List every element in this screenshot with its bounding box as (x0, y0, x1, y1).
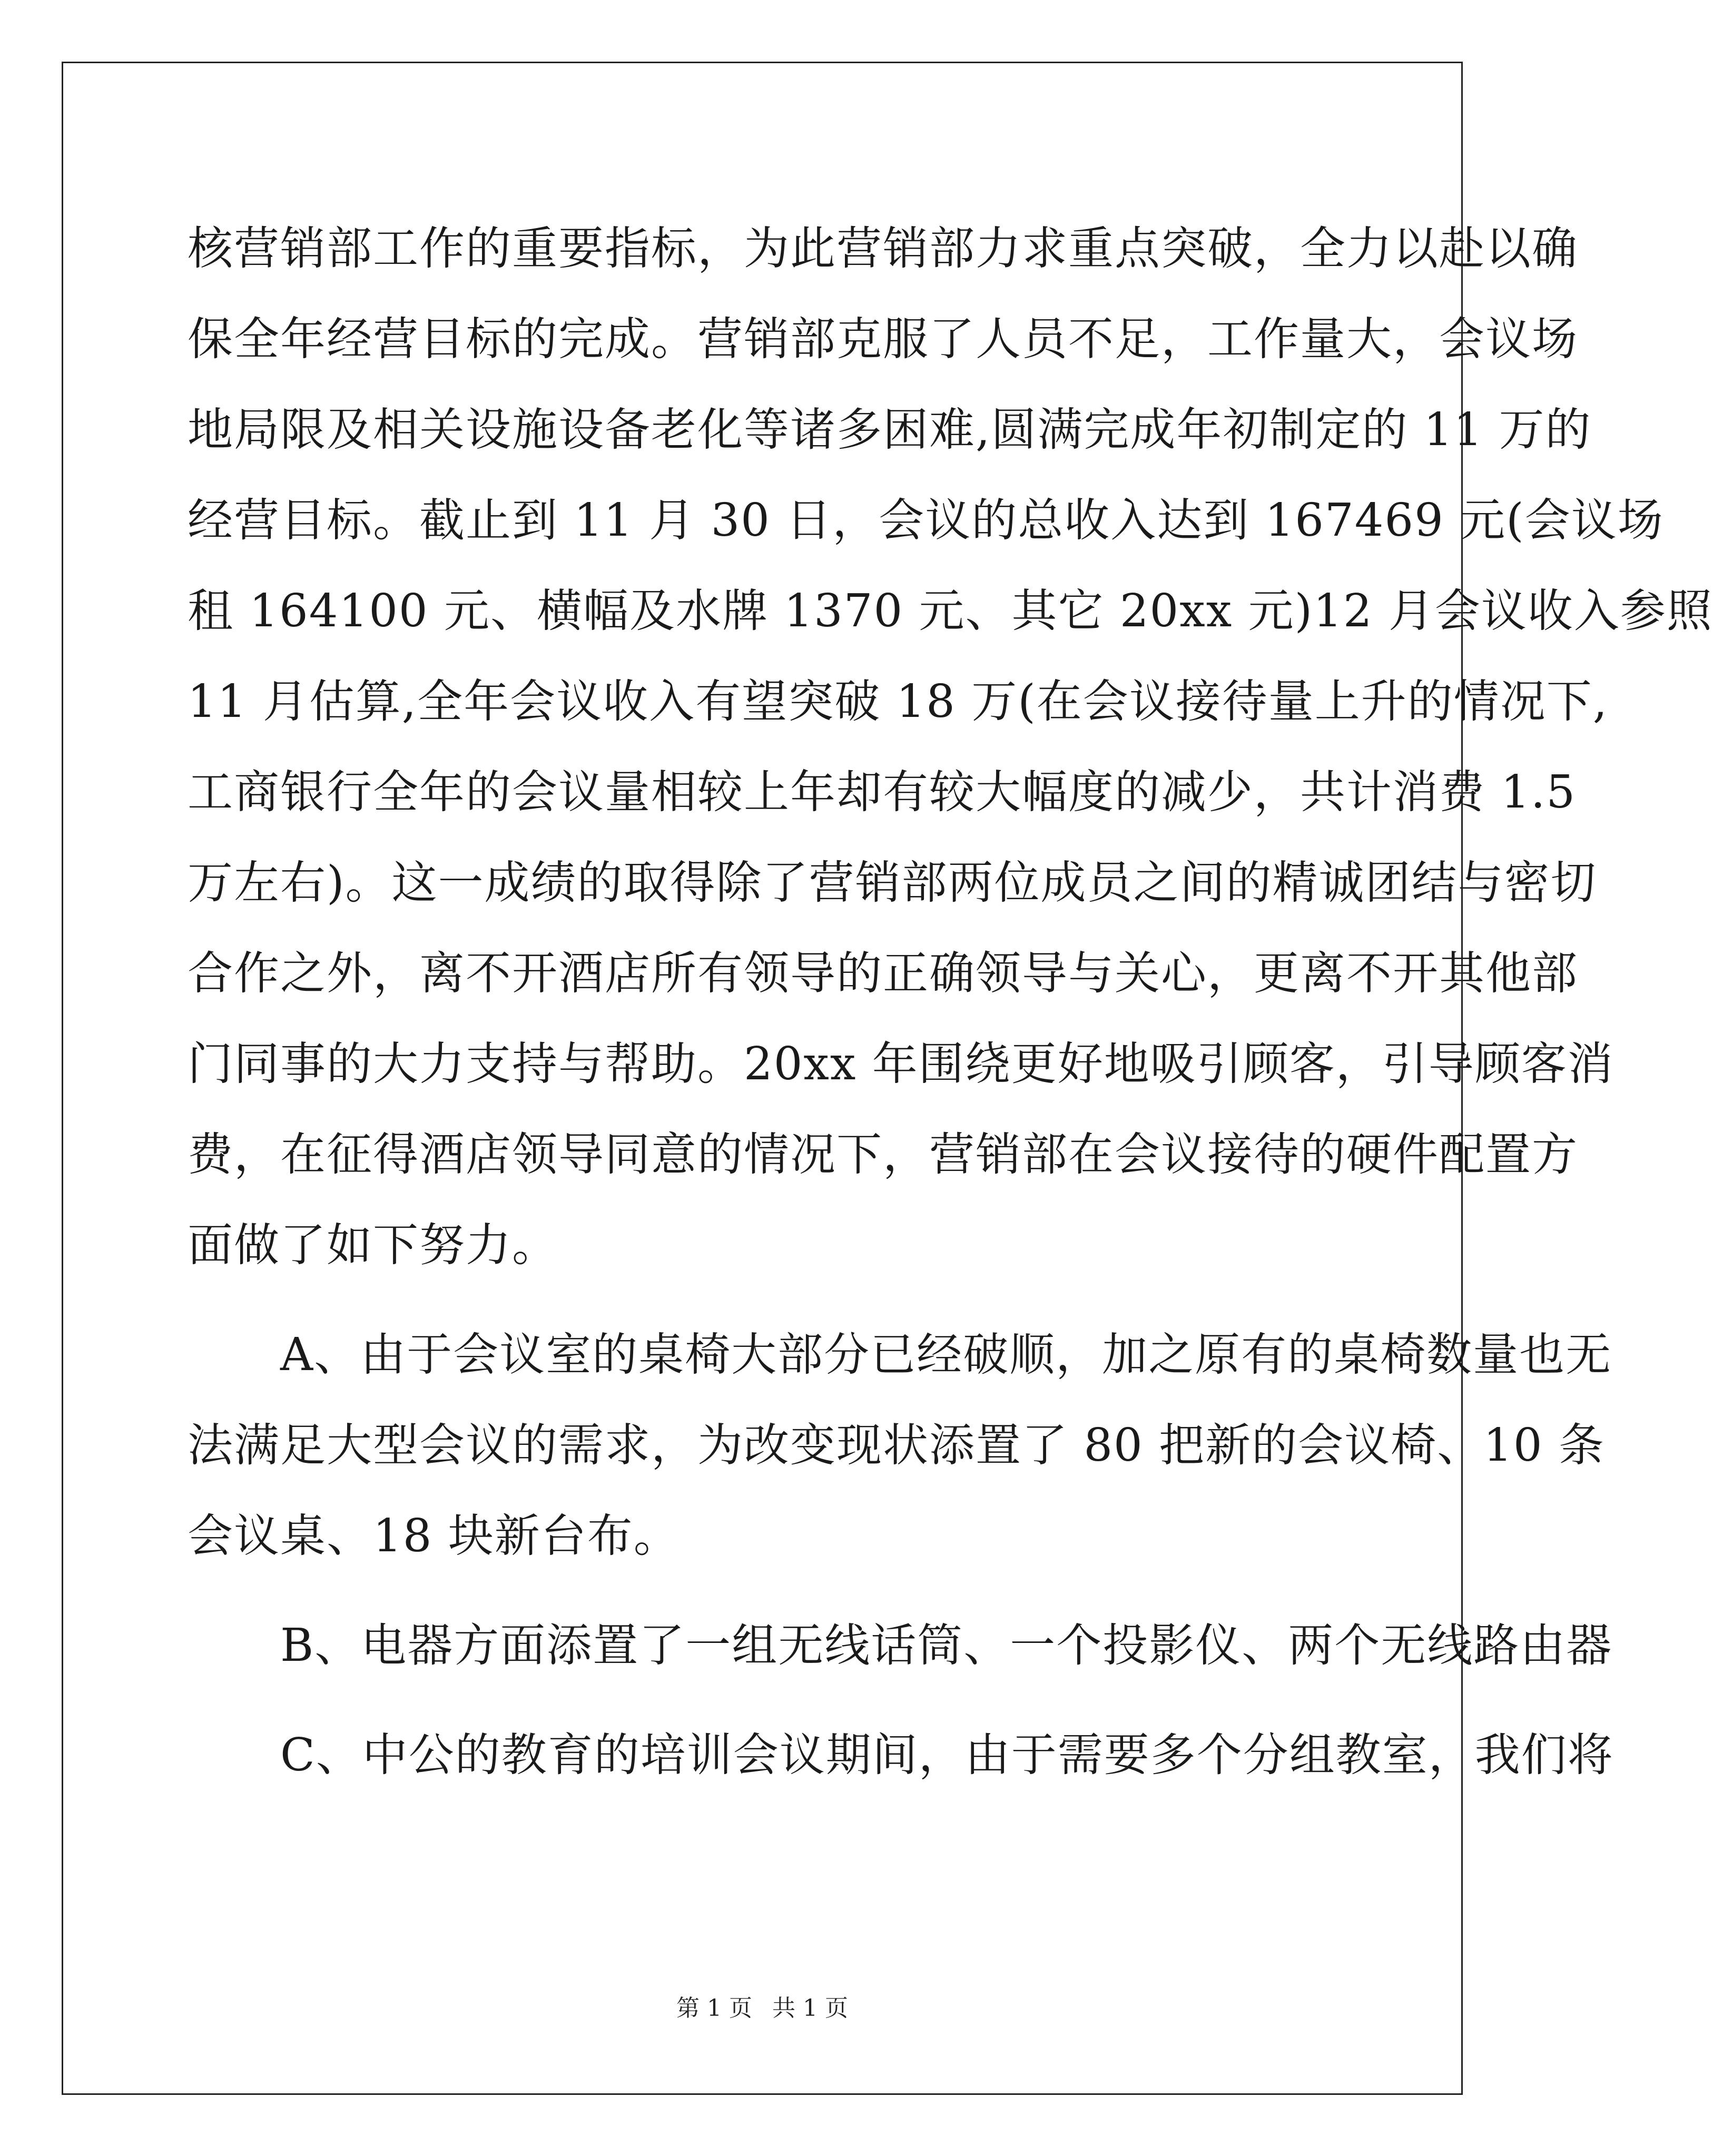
text-line: 11 月估算,全年会议收入有望突破 18 万(在会议接待量上升的情况下, (188, 675, 1609, 728)
text-line: C、中公的教育的培训会议期间，由于需要多个分组教室，我们将 (280, 1729, 1614, 1781)
text-line: 工商银行全年的会议量相较上年却有较大幅度的减少，共计消费 1.5 (188, 766, 1577, 819)
text-line: 万左右)。这一成绩的取得除了营销部两位成员之间的精诚团结与密切 (188, 857, 1597, 909)
text-line: 地局限及相关设施设备老化等诸多困难,圆满完成年初制定的 11 万的 (188, 403, 1592, 456)
text-line: 门同事的大力支持与帮助。20xx 年围绕更好地吸引顾客，引导顾客消 (188, 1038, 1614, 1090)
page-number: 第 1 页 (676, 1995, 752, 2022)
paragraph-c (188, 1710, 1614, 1800)
text-line: 核营销部工作的重要指标，为此营销部力求重点突破，全力以赴以确 (188, 222, 1578, 275)
text-line: 保全年经营目标的完成。营销部克服了人员不足，工作量大，会议场 (188, 313, 1578, 366)
text-line: B、电器方面添置了一组无线话筒、一个投影仪、两个无线路由器 (280, 1619, 1613, 1672)
document-body (188, 203, 1713, 1800)
page-footer (0, 1989, 1524, 2023)
paragraph-b (188, 1600, 1613, 1691)
text-line: 面做了如下努力。 (188, 1219, 558, 1272)
text-line: 会议桌、18 块新台布。 (188, 1510, 680, 1562)
text-line: 合作之外，离不开酒店所有领导的正确领导与关心，更离不开其他部 (188, 947, 1578, 1000)
text-line: A、由于会议室的桌椅大部分已经破顺，加之原有的桌椅数量也无 (280, 1328, 1612, 1381)
text-line: 法满足大型会议的需求，为改变现状添置了 80 把新的会议椅、10 条 (188, 1419, 1605, 1472)
text-line: 费，在征得酒店领导同意的情况下，营销部在会议接待的硬件配置方 (188, 1128, 1578, 1181)
page-total: 共 1 页 (772, 1995, 848, 2022)
text-line: 经营目标。截止到 11 月 30 日，会议的总收入达到 167469 元(会议场 (188, 494, 1664, 547)
paragraph-a (188, 1310, 1612, 1581)
paragraph-1 (188, 203, 1713, 1291)
text-line: 租 164100 元、横幅及水牌 1370 元、其它 20xx 元)12 月会议收入参照 (188, 585, 1713, 637)
